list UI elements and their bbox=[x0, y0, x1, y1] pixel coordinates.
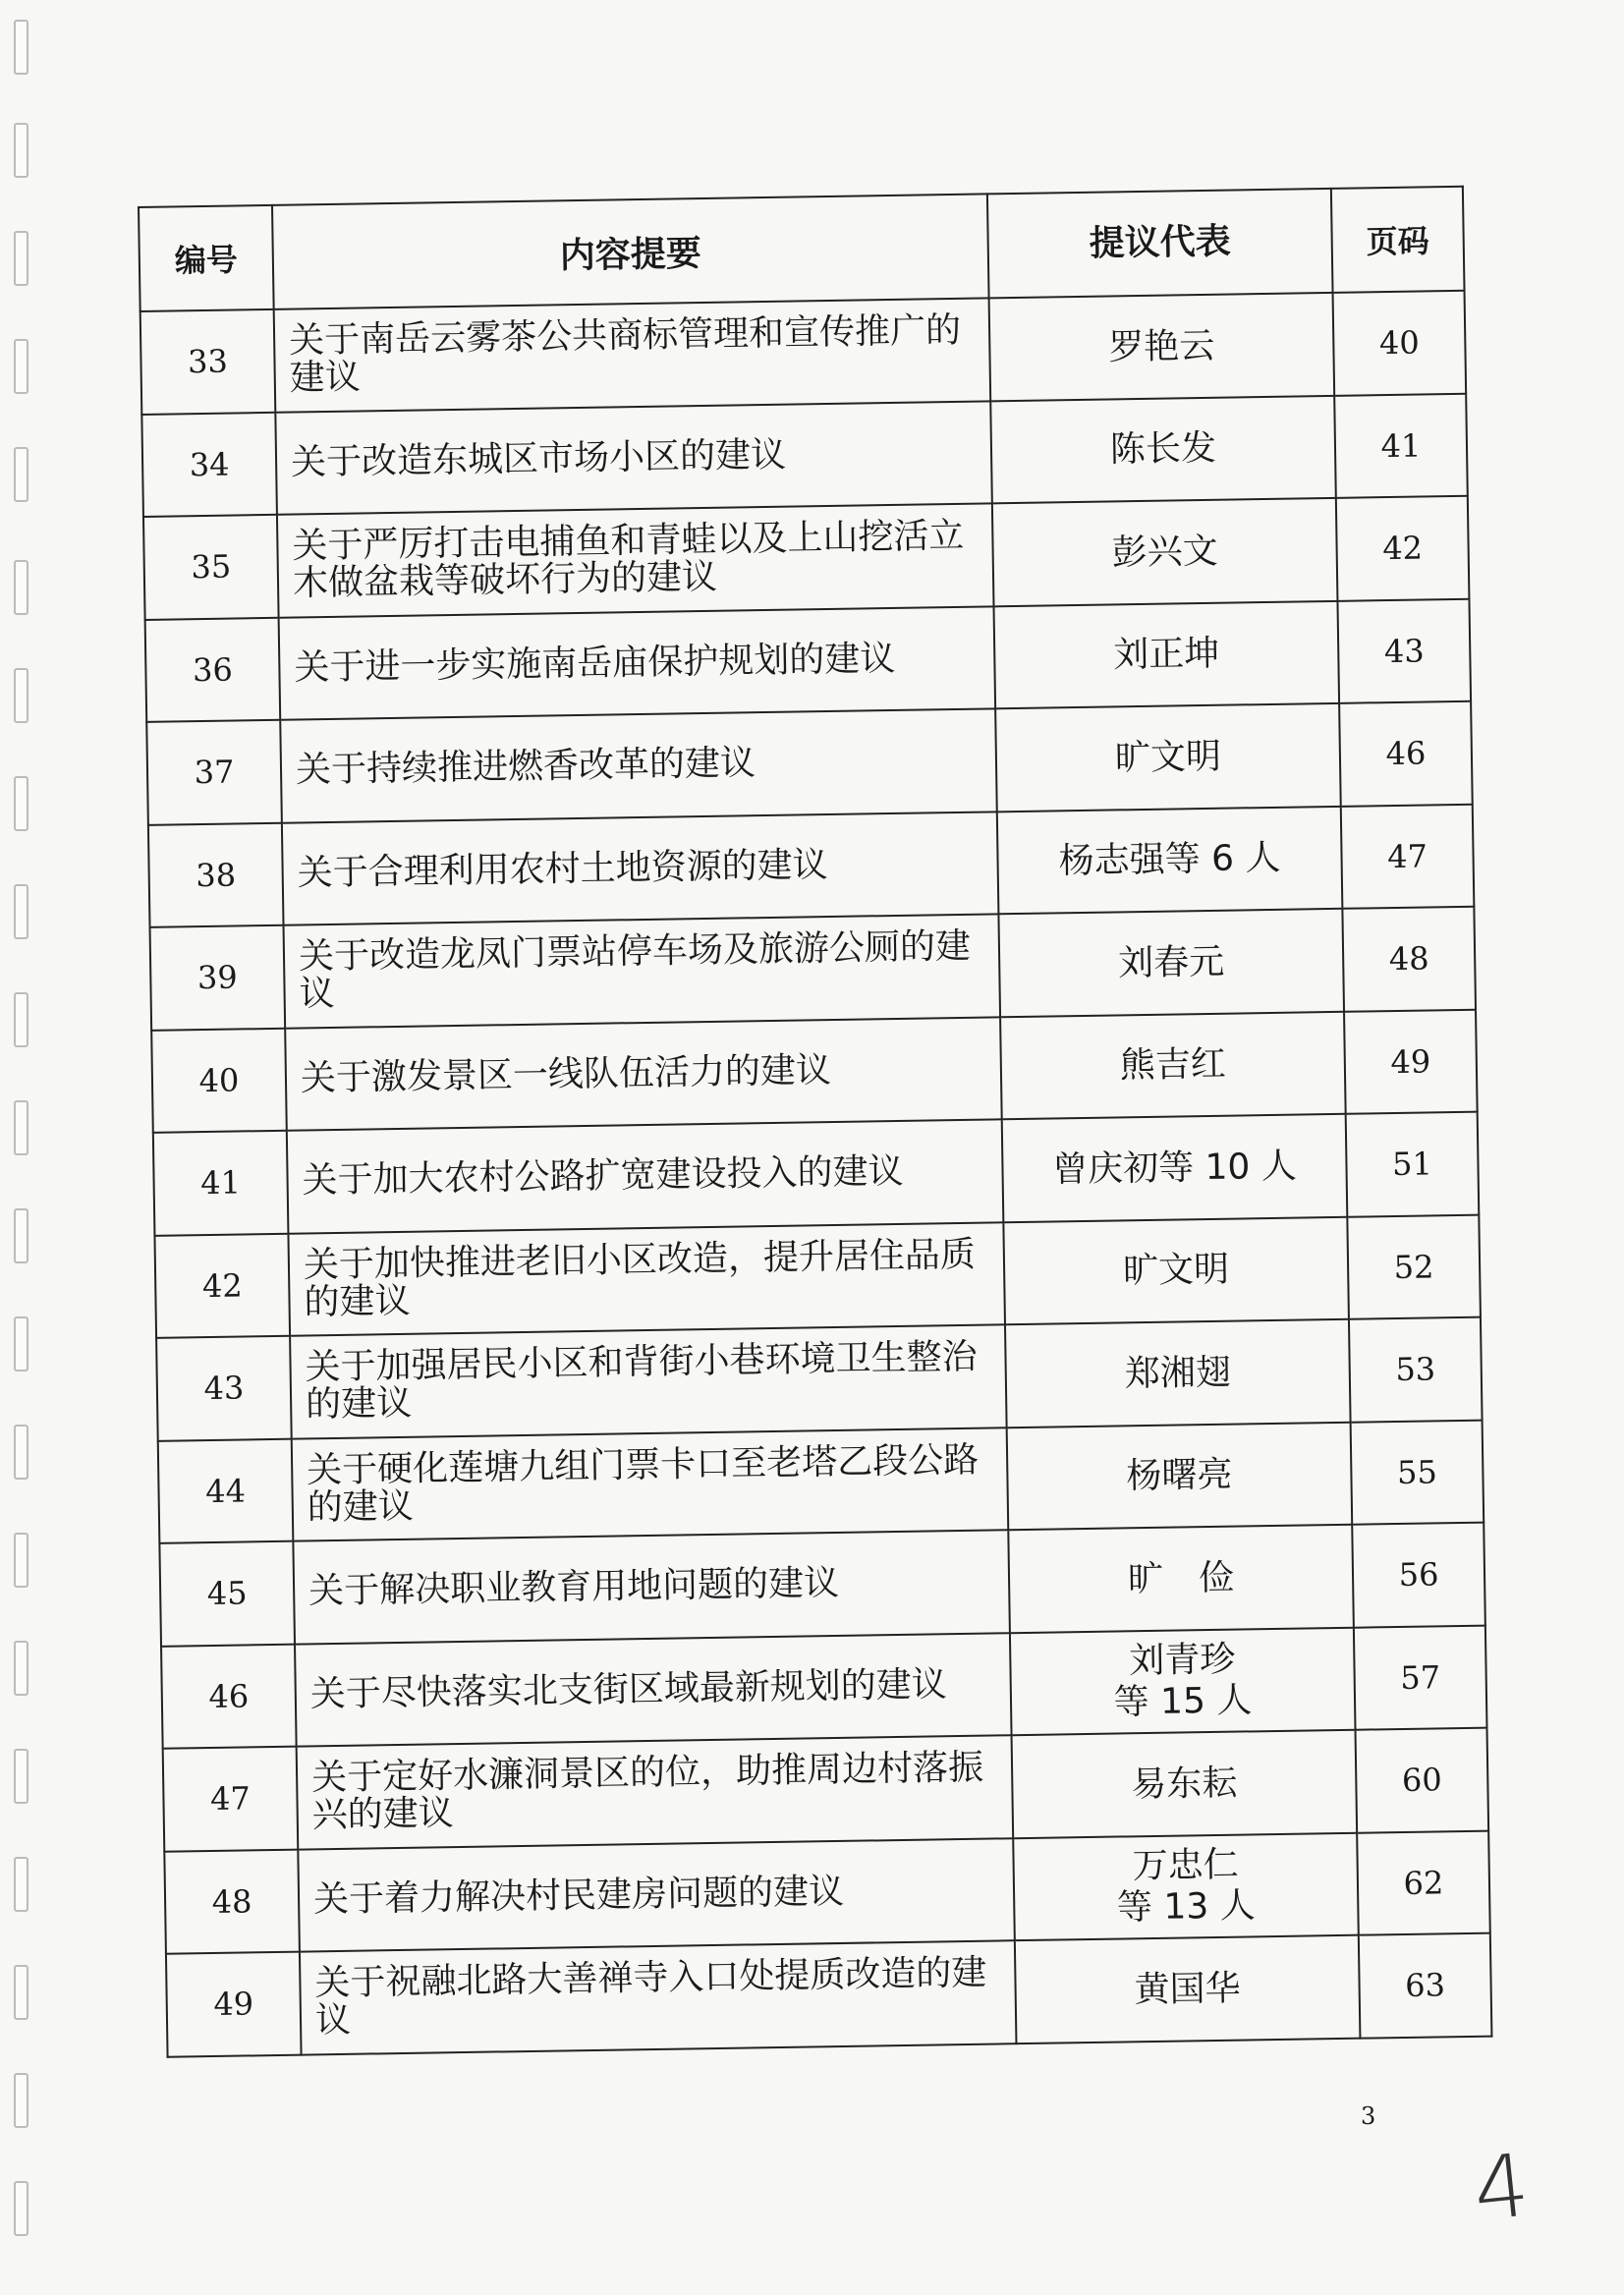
row-content: 关于解决职业教育用地问题的建议 bbox=[293, 1530, 1010, 1644]
row-content: 关于尽快落实北支街区域最新规划的建议 bbox=[295, 1633, 1012, 1747]
binding-hole bbox=[14, 560, 28, 615]
row-page: 51 bbox=[1346, 1112, 1480, 1217]
binding-hole bbox=[14, 123, 28, 178]
binding-hole bbox=[14, 776, 28, 831]
row-page: 47 bbox=[1341, 804, 1475, 909]
binding-hole bbox=[14, 2181, 28, 2236]
row-number: 48 bbox=[164, 1849, 300, 1954]
row-number: 38 bbox=[148, 822, 284, 927]
table-header-row bbox=[139, 187, 1464, 311]
binding-hole bbox=[14, 20, 28, 75]
binding-hole bbox=[14, 1749, 28, 1804]
row-page: 43 bbox=[1337, 598, 1471, 703]
row-page: 53 bbox=[1349, 1317, 1483, 1423]
proposal-index-table bbox=[138, 186, 1492, 2057]
row-number: 41 bbox=[153, 1131, 289, 1236]
binding-hole bbox=[14, 1425, 28, 1480]
row-representative: 罗艳云 bbox=[989, 293, 1335, 401]
page-number: 3 bbox=[1361, 2102, 1376, 2130]
row-content: 关于激发景区一线队伍活力的建议 bbox=[285, 1017, 1002, 1131]
table-body bbox=[140, 291, 1492, 2056]
row-page: 46 bbox=[1339, 701, 1473, 807]
row-number: 44 bbox=[158, 1438, 294, 1543]
row-representative: 刘青珍 等 15 人 bbox=[1010, 1627, 1356, 1735]
binding-hole bbox=[14, 1965, 28, 2020]
table-row bbox=[166, 1933, 1491, 2057]
row-content: 关于严厉打击电捕鱼和青蛙以及上山挖活立木做盆栽等破坏行为的建议 bbox=[277, 503, 994, 617]
row-content: 关于进一步实施南岳庙保护规划的建议 bbox=[279, 606, 996, 720]
row-content: 关于持续推进燃香改革的建议 bbox=[280, 708, 997, 822]
handwritten-page-number: 4 bbox=[1468, 2134, 1535, 2241]
row-number: 35 bbox=[143, 515, 279, 620]
row-page: 49 bbox=[1344, 1009, 1478, 1114]
row-representative: 刘正坤 bbox=[993, 600, 1339, 708]
row-representative: 杨曙亮 bbox=[1007, 1422, 1353, 1530]
row-page: 55 bbox=[1351, 1420, 1484, 1525]
proposal-index-table-wrap bbox=[138, 206, 1464, 2058]
header-representative: 提议代表 bbox=[987, 189, 1333, 298]
row-representative: 旷文明 bbox=[995, 703, 1341, 812]
row-number: 36 bbox=[145, 617, 281, 722]
row-content: 关于合理利用农村土地资源的建议 bbox=[282, 812, 999, 925]
row-content: 关于硬化莲塘九组门票卡口至老塔乙段公路的建议 bbox=[292, 1427, 1009, 1541]
row-representative: 刘春元 bbox=[998, 909, 1344, 1017]
binding-hole bbox=[14, 1208, 28, 1263]
row-page: 62 bbox=[1357, 1830, 1490, 1935]
row-representative: 陈长发 bbox=[990, 395, 1336, 503]
row-representative: 万忠仁 等 13 人 bbox=[1013, 1832, 1359, 1940]
row-number: 40 bbox=[151, 1028, 287, 1133]
row-content: 关于加大农村公路扩宽建设投入的建议 bbox=[287, 1119, 1004, 1233]
binding-holes bbox=[14, 0, 28, 2295]
header-page: 页码 bbox=[1331, 187, 1465, 293]
row-page: 40 bbox=[1333, 291, 1467, 396]
row-representative: 熊吉红 bbox=[1000, 1011, 1346, 1119]
row-page: 57 bbox=[1354, 1625, 1487, 1730]
row-representative: 郑湘翅 bbox=[1005, 1319, 1351, 1427]
row-number: 42 bbox=[154, 1233, 290, 1338]
row-representative: 旷文明 bbox=[1003, 1216, 1349, 1324]
binding-hole bbox=[14, 231, 28, 286]
row-content: 关于南岳云雾茶公共商标管理和宣传推广的建议 bbox=[274, 298, 991, 412]
row-number: 37 bbox=[146, 720, 282, 825]
row-number: 33 bbox=[140, 309, 276, 415]
row-number: 43 bbox=[156, 1336, 292, 1441]
row-representative: 杨志强等 6 人 bbox=[997, 806, 1343, 914]
binding-hole bbox=[14, 1533, 28, 1588]
binding-hole bbox=[14, 1641, 28, 1696]
row-content: 关于改造东城区市场小区的建议 bbox=[275, 401, 992, 515]
row-page: 52 bbox=[1347, 1214, 1481, 1319]
binding-hole bbox=[14, 339, 28, 394]
row-number: 49 bbox=[166, 1952, 302, 2057]
row-page: 60 bbox=[1356, 1728, 1489, 1833]
row-number: 34 bbox=[141, 412, 277, 517]
row-representative: 彭兴文 bbox=[992, 498, 1338, 606]
row-page: 56 bbox=[1352, 1523, 1485, 1628]
row-representative: 易东耘 bbox=[1012, 1730, 1358, 1838]
row-content: 关于定好水濂洞景区的位，助推周边村落振兴的建议 bbox=[297, 1735, 1014, 1849]
row-representative: 旷 俭 bbox=[1008, 1525, 1354, 1633]
row-number: 45 bbox=[159, 1541, 295, 1647]
row-page: 63 bbox=[1359, 1933, 1492, 2039]
row-number: 39 bbox=[150, 925, 286, 1031]
binding-hole bbox=[14, 2073, 28, 2128]
binding-hole bbox=[14, 992, 28, 1047]
row-content: 关于着力解决村民建房问题的建议 bbox=[298, 1838, 1015, 1952]
row-content: 关于改造龙凤门票站停车场及旅游公厕的建议 bbox=[284, 914, 1001, 1028]
binding-hole bbox=[14, 1100, 28, 1155]
row-number: 46 bbox=[161, 1644, 297, 1749]
row-number: 47 bbox=[163, 1747, 299, 1852]
header-number: 编号 bbox=[139, 205, 274, 311]
row-page: 48 bbox=[1342, 907, 1476, 1012]
row-content: 关于加快推进老旧小区改造，提升居住品质的建议 bbox=[288, 1222, 1005, 1336]
row-page: 42 bbox=[1336, 496, 1470, 601]
row-representative: 黄国华 bbox=[1015, 1935, 1361, 2043]
row-content: 关于加强居民小区和背街小巷环境卫生整治的建议 bbox=[290, 1324, 1007, 1438]
binding-hole bbox=[14, 668, 28, 723]
binding-hole bbox=[14, 447, 28, 502]
row-page: 41 bbox=[1334, 393, 1468, 498]
row-representative: 曾庆初等 10 人 bbox=[1002, 1114, 1348, 1222]
binding-hole bbox=[14, 1316, 28, 1371]
binding-hole bbox=[14, 884, 28, 939]
binding-hole bbox=[14, 1857, 28, 1912]
header-content: 内容提要 bbox=[272, 194, 989, 308]
row-content: 关于祝融北路大善禅寺入口处提质改造的建议 bbox=[300, 1940, 1017, 2054]
